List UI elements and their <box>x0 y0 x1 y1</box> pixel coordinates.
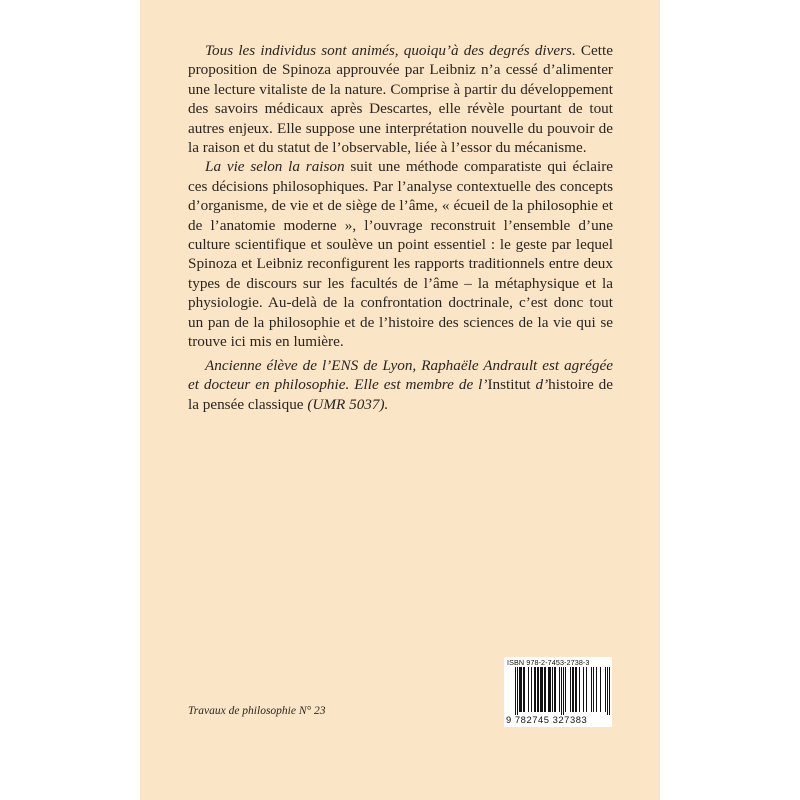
barcode-bar <box>583 667 584 712</box>
barcode-bar <box>552 667 553 712</box>
barcode-bar <box>586 667 587 712</box>
barcode-bar <box>605 667 606 712</box>
barcode-bar <box>545 667 546 712</box>
bio-text-2: Institut <box>487 376 531 394</box>
barcode-bar <box>563 667 564 715</box>
barcode-bar <box>607 667 608 715</box>
barcode-bar <box>519 667 520 712</box>
bio-text-5: (UMR 5037). <box>303 395 389 413</box>
paragraph-1-text: Cette proposition de Spinoza approuvée par Leibniz n’a cessé d’alimenter une lecture vitaliste de la nature. Comprise à partir du développement des savoirs médicaux après Descartes, elle révèle pourtant de tout autres enjeux. Elle suppose une interprétation nouvelle du pouvoir de la raison et du statut de l’observable, liée à l’essor du mécanisme. <box>188 42 613 157</box>
barcode-bar <box>534 667 535 712</box>
barcode-bar <box>609 667 610 715</box>
bio-text-1: Ancienne élève de l’ENS de Lyon, Raphaële Andrault est agrégée et docteur en philosophie. Elle est membre de l’ <box>188 357 613 394</box>
barcode-bar <box>573 667 574 712</box>
isbn-label: ISBN 978-2-7453-2738-3 <box>507 658 590 667</box>
book-title-mention: La vie selon la raison <box>205 158 345 176</box>
series-label: Travaux de philosophie N° 23 <box>188 705 326 717</box>
barcode-bar <box>515 667 516 715</box>
barcode-bar <box>579 667 580 712</box>
barcode-bar <box>549 667 550 712</box>
blurb-paragraph-2 <box>188 157 613 351</box>
barcode-bar <box>550 667 551 712</box>
barcode-bar <box>548 667 549 712</box>
barcode-bar <box>523 667 524 712</box>
barcode-bar <box>554 667 555 712</box>
barcode-bar <box>538 667 539 712</box>
author-bio <box>188 356 613 414</box>
barcode-bar <box>544 667 545 712</box>
barcode-bar <box>542 667 543 712</box>
barcode-bar <box>572 667 573 712</box>
paragraph-2-text: suit une méthode comparatiste qui éclaire ces décisions philosophiques. Par l’analyse contextuelle des concepts d’organisme, de vie et de siège de l’âme, « écueil de la philosophie et de l’anatomie moderne », l’ouvrage reconstruit l’ensemble d’une culture scientifique et soulève un point essentiel : le geste par lequel Spinoza et Leibniz reconfigurent les rapports traditionnels entre deux types de discours sur les facultés de l’âme – la métaphysique et la physiologie. Au-delà de la confrontation doctrinale, c’est donc tout un pan de la philosophie et de l’histoire des sciences de la vie qui se trouve ici mis en lumière. <box>188 158 613 351</box>
barcode-bar <box>535 667 536 712</box>
ean-digits: 9 782745 327383 <box>506 714 588 725</box>
barcode-bar <box>600 667 601 712</box>
barcode-bar <box>591 667 592 712</box>
barcode-bar <box>520 667 521 712</box>
barcode-bar <box>541 667 542 712</box>
blurb-paragraph-1 <box>188 41 613 157</box>
barcode-bar <box>540 667 541 712</box>
opening-quote: Tous les individus sont animés, quoiqu’à des degrés divers. <box>205 42 576 59</box>
barcode-bar <box>517 667 518 715</box>
barcode-bar <box>565 667 566 712</box>
bio-text-3: d’ <box>530 376 549 394</box>
isbn-barcode <box>504 657 612 727</box>
blurb <box>188 41 613 352</box>
barcode-bar <box>524 667 525 712</box>
barcode-bar <box>555 667 556 712</box>
barcode-bar <box>593 667 594 712</box>
barcode-bar <box>561 667 562 715</box>
barcode-bar <box>531 667 532 712</box>
barcode-bar <box>537 667 538 712</box>
barcode-bar <box>576 667 577 712</box>
barcode-bar <box>596 667 597 712</box>
barcode-bar <box>521 667 522 712</box>
barcode-bar <box>570 667 571 712</box>
barcode-bar <box>559 667 560 712</box>
bio-text-4: histoire de la pensée classique <box>188 376 614 413</box>
barcode-bar <box>528 667 529 712</box>
barcode-bar <box>575 667 576 712</box>
